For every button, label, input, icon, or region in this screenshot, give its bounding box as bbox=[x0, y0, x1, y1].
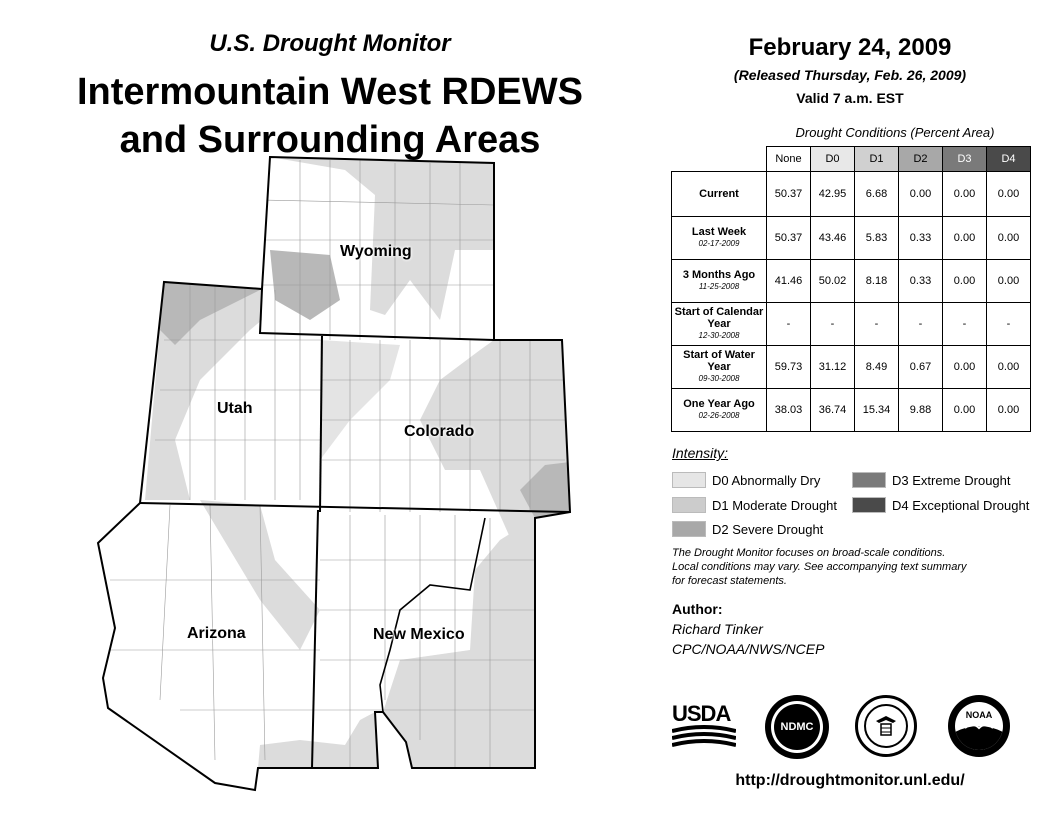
table-row bbox=[672, 260, 1031, 303]
valid-time: Valid 7 a.m. EST bbox=[796, 90, 904, 106]
legend-item bbox=[672, 497, 837, 513]
usda-logo-hills bbox=[672, 725, 736, 747]
table-cell: 0.00 bbox=[987, 172, 1031, 217]
author-name: Richard Tinker bbox=[672, 621, 763, 637]
table-cell: 0.00 bbox=[943, 346, 987, 389]
table-cell: 42.95 bbox=[811, 172, 855, 217]
legend-swatch bbox=[672, 497, 706, 513]
table-row bbox=[672, 303, 1031, 346]
state-label-utah: Utah bbox=[217, 400, 253, 417]
row-label-text: Start of Water Year bbox=[683, 349, 755, 373]
seagull-icon bbox=[955, 702, 1003, 750]
row-label-text: 3 Months Ago bbox=[682, 269, 756, 281]
table-cell: 0.00 bbox=[987, 346, 1031, 389]
legend-label: D3 Extreme Drought bbox=[892, 472, 1011, 488]
drought-shading bbox=[90, 150, 580, 800]
row-label-date: 02-17-2009 bbox=[698, 239, 740, 248]
column-header: D3 bbox=[943, 147, 987, 172]
release-date: (Released Thursday, Feb. 26, 2009) bbox=[733, 67, 967, 83]
table-row bbox=[672, 389, 1031, 432]
legend-swatch bbox=[852, 497, 886, 513]
column-header: D0 bbox=[811, 147, 855, 172]
map-subtitle-line-1: Intermountain West RDEWS bbox=[77, 71, 583, 113]
state-label-wyoming: Wyoming bbox=[340, 243, 412, 260]
table-cell: 0.00 bbox=[943, 260, 987, 303]
row-label-date: 09-30-2008 bbox=[698, 374, 740, 383]
legend-title: Intensity: bbox=[672, 445, 729, 461]
legend-item bbox=[672, 521, 823, 537]
legend-label: D2 Severe Drought bbox=[712, 521, 824, 537]
table-cell: - bbox=[811, 303, 855, 346]
table-cell: 5.83 bbox=[855, 217, 899, 260]
row-label-date: 12-30-2008 bbox=[698, 331, 740, 340]
table-cell: 41.46 bbox=[767, 260, 811, 303]
table-cell: 43.46 bbox=[811, 217, 855, 260]
drought-conditions-table bbox=[671, 146, 1031, 432]
legend-item bbox=[852, 472, 1011, 488]
map-subtitle-line-2: and Surrounding Areas bbox=[119, 119, 541, 161]
legend-label: D1 Moderate Drought bbox=[712, 497, 838, 513]
author-organization: CPC/NOAA/NWS/NCEP bbox=[672, 641, 825, 657]
legend-item bbox=[852, 497, 1029, 513]
table-row bbox=[672, 346, 1031, 389]
table-row bbox=[672, 172, 1031, 217]
ndmc-logo-text: NDMC bbox=[774, 704, 820, 750]
table-cell: 38.03 bbox=[767, 389, 811, 432]
table-cell: 0.67 bbox=[899, 346, 943, 389]
table-corner bbox=[672, 147, 767, 172]
website-link[interactable]: http://droughtmonitor.unl.edu/ bbox=[735, 772, 965, 789]
row-label-text: Current bbox=[699, 188, 739, 200]
column-header: None bbox=[767, 147, 811, 172]
row-label-text: Last Week bbox=[691, 226, 747, 238]
table-cell: 50.02 bbox=[811, 260, 855, 303]
state-label-arizona: Arizona bbox=[187, 625, 246, 642]
author-label: Author: bbox=[672, 601, 723, 617]
table-cell: 31.12 bbox=[811, 346, 855, 389]
table-cell: 9.88 bbox=[899, 389, 943, 432]
legend-swatch bbox=[852, 472, 886, 488]
table-caption: Drought Conditions (Percent Area) bbox=[795, 125, 995, 140]
note-line-3: for forecast statements. bbox=[672, 575, 787, 587]
row-label-date: 02-26-2008 bbox=[698, 411, 740, 420]
table-cell: 8.18 bbox=[855, 260, 899, 303]
noaa-logo bbox=[948, 695, 1010, 757]
legend-label: D4 Exceptional Drought bbox=[892, 497, 1030, 513]
map-date: February 24, 2009 bbox=[748, 34, 952, 61]
row-label bbox=[672, 303, 767, 346]
table-cell: - bbox=[987, 303, 1031, 346]
column-header: D1 bbox=[855, 147, 899, 172]
disclaimer-note bbox=[672, 546, 1032, 588]
table-cell: 50.37 bbox=[767, 172, 811, 217]
row-label bbox=[672, 172, 767, 217]
table-row bbox=[672, 217, 1031, 260]
note-line-1: The Drought Monitor focuses on broad-scale conditions. bbox=[672, 547, 946, 559]
map-title: U.S. Drought Monitor bbox=[209, 30, 451, 57]
legend-label: D0 Abnormally Dry bbox=[712, 472, 821, 488]
usda-logo bbox=[672, 703, 736, 749]
table-cell: 6.68 bbox=[855, 172, 899, 217]
table-cell: 0.00 bbox=[987, 260, 1031, 303]
table-cell: 0.33 bbox=[899, 217, 943, 260]
row-label-date: 11-25-2008 bbox=[698, 282, 740, 291]
row-label bbox=[672, 389, 767, 432]
row-label bbox=[672, 260, 767, 303]
commerce-seal bbox=[855, 695, 917, 757]
table-cell: 59.73 bbox=[767, 346, 811, 389]
table-cell: 0.33 bbox=[899, 260, 943, 303]
table-cell: 0.00 bbox=[943, 217, 987, 260]
legend-swatch bbox=[672, 521, 706, 537]
noaa-logo-text: NOAA bbox=[965, 710, 993, 720]
legend-swatch bbox=[672, 472, 706, 488]
table-cell: 8.49 bbox=[855, 346, 899, 389]
ndmc-logo bbox=[765, 695, 829, 759]
table-cell: 50.37 bbox=[767, 217, 811, 260]
table-cell: 0.00 bbox=[987, 217, 1031, 260]
column-header: D2 bbox=[899, 147, 943, 172]
eagle-icon bbox=[873, 713, 899, 739]
state-label-new-mexico: New Mexico bbox=[373, 626, 465, 643]
table-cell: 0.00 bbox=[899, 172, 943, 217]
row-label bbox=[672, 346, 767, 389]
table-cell: 36.74 bbox=[811, 389, 855, 432]
table-cell: 0.00 bbox=[943, 172, 987, 217]
table-cell: 0.00 bbox=[987, 389, 1031, 432]
usda-logo-text: USDA bbox=[672, 701, 731, 726]
table-cell: - bbox=[767, 303, 811, 346]
row-label-text: Start of Calendar Year bbox=[674, 306, 764, 330]
row-label bbox=[672, 217, 767, 260]
state-label-colorado: Colorado bbox=[404, 423, 475, 440]
table-cell: 0.00 bbox=[943, 389, 987, 432]
table-cell: - bbox=[855, 303, 899, 346]
table-cell: 15.34 bbox=[855, 389, 899, 432]
column-header: D4 bbox=[987, 147, 1031, 172]
table-cell: - bbox=[899, 303, 943, 346]
row-label-text: One Year Ago bbox=[683, 398, 755, 410]
legend-item bbox=[672, 472, 820, 488]
note-line-2: Local conditions may vary. See accompanying text summary bbox=[672, 561, 967, 573]
table-cell: - bbox=[943, 303, 987, 346]
